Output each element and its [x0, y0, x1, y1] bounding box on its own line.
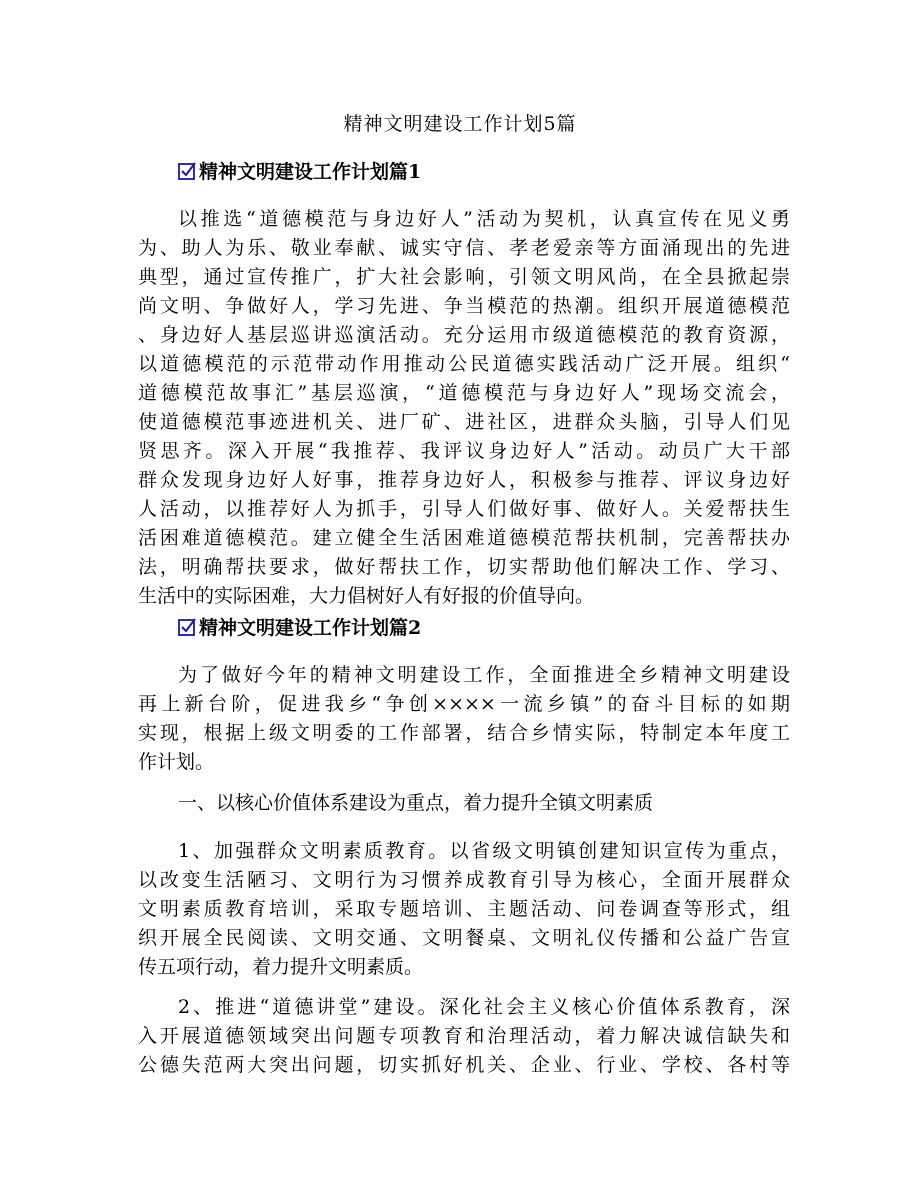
section-heading-1 — [178, 158, 421, 186]
paragraph-line: 织开展全民阅读、文明交通、文明餐桌、文明礼仪传播和公益广告宣 — [138, 927, 790, 949]
paragraph-line: 2、推进“道德讲堂”建设。深化社会主义核心价值体系教育，深 — [178, 996, 790, 1018]
paragraph-line: 1、加强群众文明素质教育。以省级文明镇创建知识宣传为重点， — [178, 840, 790, 862]
paragraph-line: 以改变生活陋习、文明行为习惯养成教育引导为核心，全面开展群众 — [138, 869, 790, 891]
paragraph-line: 以道德模范的示范带动作用推动公民道德实践活动广泛开展。组织“ — [138, 353, 790, 375]
paragraph-line: 道德模范故事汇”基层巡演，“道德模范与身边好人”现场交流会， — [138, 382, 790, 404]
paragraph-line: 使道德模范事迹进机关、进厂矿、进社区，进群众头脑，引导人们见 — [138, 411, 790, 433]
checked-box-icon — [178, 618, 196, 636]
paragraph-line: 文明素质教育培训，采取专题培训、主题活动、问卷调查等形式，组 — [138, 898, 790, 920]
paragraph-line: 以推选“道德模范与身边好人”活动为契机，认真宣传在见义勇 — [178, 208, 790, 230]
paragraph-line: 典型，通过宣传推广，扩大社会影响，引领文明风尚，在全县掀起崇 — [138, 266, 790, 288]
paragraph-line: 生活中的实际困难，大力倡树好人有好报的价值导向。 — [138, 585, 595, 607]
section-heading-1-text: 精神文明建设工作计划篇1 — [199, 161, 422, 183]
section2-item2 — [138, 993, 790, 1080]
checked-box-icon — [178, 162, 196, 180]
section-heading-2 — [178, 614, 421, 642]
paragraph-line: 为、助人为乐、敬业奉献、诚实守信、孝老爱亲等方面涌现出的先进 — [138, 237, 790, 259]
paragraph-line: 再上新台阶，促进我乡“争创××××一流乡镇”的奋斗目标的如期 — [138, 693, 790, 715]
paragraph-line: 传五项行动，着力提升文明素质。 — [138, 956, 424, 978]
paragraph-line: 群众发现身边好人好事，推荐身边好人，积极参与推荐、评议身边好 — [138, 469, 790, 491]
document-title: 精神文明建设工作计划5篇 — [343, 113, 577, 135]
paragraph-line: 、身边好人基层巡讲巡演活动。充分运用市级道德模范的教育资源， — [138, 324, 790, 346]
section2-subheading: 一、以核心价值体系建设为重点，着力提升全镇文明素质 — [178, 792, 654, 814]
section1-paragraph — [138, 205, 790, 611]
paragraph-line: 贤思齐。深入开展“我推荐、我评议身边好人”活动。动员广大干部 — [138, 440, 790, 462]
paragraph-line: 尚文明、争做好人，学习先进、争当模范的热潮。组织开展道德模范 — [138, 295, 790, 317]
section-heading-2-text: 精神文明建设工作计划篇2 — [199, 617, 422, 639]
paragraph-line: 人活动，以推荐好人为抓手，引导人们做好事、做好人。关爱帮扶生 — [138, 498, 790, 520]
section2-intro — [138, 661, 790, 777]
paragraph-line: 实现，根据上级文明委的工作部署，结合乡情实际，特制定本年度工 — [138, 722, 790, 744]
paragraph-line: 作计划。 — [138, 751, 215, 773]
paragraph-line: 为了做好今年的精神文明建设工作，全面推进全乡精神文明建设 — [178, 664, 790, 686]
paragraph-line: 法，明确帮扶要求，做好帮扶工作，切实帮助他们解决工作、学习、 — [138, 556, 790, 578]
paragraph-line: 公德失范两大突出问题，切实抓好机关、企业、行业、学校、各村等 — [138, 1054, 790, 1076]
section2-item1 — [138, 837, 790, 982]
paragraph-line: 活困难道德模范。建立健全生活困难道德模范帮扶机制，完善帮扶办 — [138, 527, 790, 549]
paragraph-line: 入开展道德领域突出问题专项教育和治理活动，着力解决诚信缺失和 — [138, 1025, 790, 1047]
